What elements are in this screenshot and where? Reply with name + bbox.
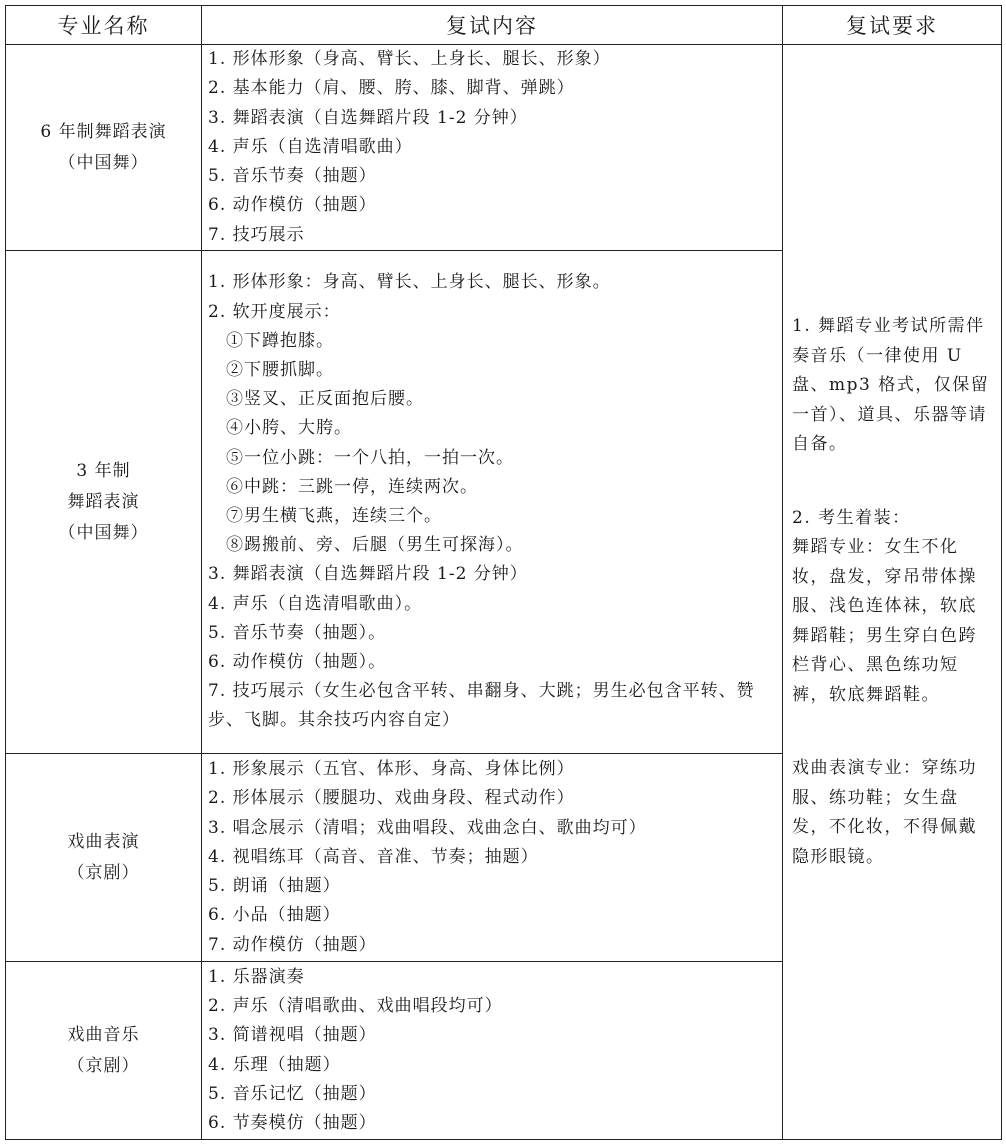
major-cell: [6, 251, 202, 754]
requirement-item-1: 1. 舞蹈专业考试所需伴奏音乐（一律使用 U 盘、mp3 格式，仅保留一首）、道具、乐器等请自备。: [792, 316, 990, 454]
major-category: （京剧）: [67, 862, 140, 883]
content-item: 7. 技巧展示（女生必包含平转、串翻身、大跳；男生必包含平转、赞步、飞脚。其余技巧内容自定）: [208, 681, 755, 731]
content-item: 4. 声乐（自选清唱歌曲）。: [208, 593, 423, 614]
content-subitem: ⑧踢搬前、旁、后腿（男生可探海）。: [226, 535, 524, 556]
major-category: （京剧）: [67, 1055, 140, 1076]
content-subitem: ②下腰抓脚。: [226, 359, 334, 380]
content-item: 5. 音乐节奏（抽题）: [208, 166, 377, 187]
content-item: 6. 小品（抽题）: [208, 905, 341, 926]
content-item: 7. 动作模仿（抽题）: [208, 934, 377, 955]
content-item: 1. 形体形象（身高、臂长、上身长、腿长、形象）: [208, 49, 611, 70]
content-item: 1. 乐器演奏: [208, 966, 305, 987]
major-cell: [6, 754, 202, 962]
header-content: 复试内容: [202, 6, 783, 45]
header-major: 专业名称: [6, 6, 202, 45]
content-subitem: ⑤一位小跳：一个八拍，一拍一次。: [226, 447, 514, 468]
major-category: （中国舞）: [58, 152, 149, 173]
content-item: 3. 舞蹈表演（自选舞蹈片段 1-2 分钟）: [208, 564, 528, 585]
major-category: （中国舞）: [58, 522, 149, 543]
content-item: 2. 基本能力（肩、腰、胯、膝、脚背、弹跳）: [208, 78, 575, 99]
major-name: 戏曲表演: [67, 831, 140, 852]
content-item: 4. 乐理（抽题）: [208, 1054, 341, 1075]
content-item: 6. 节奏模仿（抽题）: [208, 1112, 377, 1133]
content-subitem: ③竖叉、正反面抱后腰。: [226, 389, 424, 410]
content-subitem: ④小胯、大胯。: [226, 418, 352, 439]
content-item: 3. 舞蹈表演（自选舞蹈片段 1-2 分钟）: [208, 107, 528, 128]
content-item: 2. 软开度展示：: [208, 301, 341, 322]
major-duration: 3 年制: [76, 460, 131, 481]
content-item: 4. 视唱练耳（高音、音准、节奏；抽题）: [208, 846, 539, 867]
requirements-cell: [783, 45, 1002, 1140]
content-subitem: ①下蹲抱膝。: [226, 330, 334, 351]
requirement-opera-attire: 戏曲表演专业：穿练功服、练功鞋；女生盘发，不化妆，不得佩戴隐形眼镜。: [792, 758, 977, 867]
requirement-item-2-title: 2. 考生着装：: [792, 507, 911, 528]
content-item: 2. 声乐（清唱歌曲、戏曲唱段均可）: [208, 996, 503, 1017]
requirement-dance-attire: 舞蹈专业：女生不化妆，盘发，穿吊带体操服、浅色连体袜，软底舞蹈鞋；男生穿白色跨栏背心、黑色练功短裤，软底舞蹈鞋。: [792, 537, 977, 705]
content-item: 5. 音乐记忆（抽题）: [208, 1083, 377, 1104]
content-subitem: ⑥中跳：三跳一停，连续两次。: [226, 476, 478, 497]
content-item: 3. 唱念展示（清唱；戏曲唱段、戏曲念白、歌曲均可）: [208, 817, 647, 838]
major-cell: [6, 45, 202, 251]
content-cell: [202, 962, 783, 1140]
exam-table: [5, 5, 1002, 1140]
content-cell: [202, 754, 783, 962]
content-item: 2. 形体展示（腰腿功、戏曲身段、程式动作）: [208, 788, 575, 809]
content-item: 1. 形象展示（五官、体形、身高、身体比例）: [208, 759, 575, 780]
major-name: 戏曲音乐: [67, 1024, 140, 1045]
table-row: [6, 45, 1002, 251]
content-cell: [202, 251, 783, 754]
major-cell: [6, 962, 202, 1140]
content-item: 6. 动作模仿（抽题）。: [208, 652, 387, 673]
major-name: 舞蹈表演: [67, 491, 140, 512]
content-item: 3. 简谱视唱（抽题）: [208, 1025, 377, 1046]
content-item: 5. 音乐节奏（抽题）。: [208, 622, 387, 643]
content-subitem: ⑦男生横飞燕，连续三个。: [226, 506, 442, 526]
content-item: 4. 声乐（自选清唱歌曲）: [208, 136, 413, 157]
content-item: 7. 技巧展示: [208, 224, 305, 245]
header-requirements: 复试要求: [783, 6, 1002, 45]
content-item: 1. 形体形象：身高、臂长、上身长、腿长、形象。: [208, 272, 611, 293]
table-header-row: [6, 6, 1002, 45]
content-cell: [202, 45, 783, 251]
major-name: 6 年制舞蹈表演: [40, 121, 167, 142]
content-item: 5. 朗诵（抽题）: [208, 876, 341, 897]
content-item: 6. 动作模仿（抽题）: [208, 195, 377, 216]
